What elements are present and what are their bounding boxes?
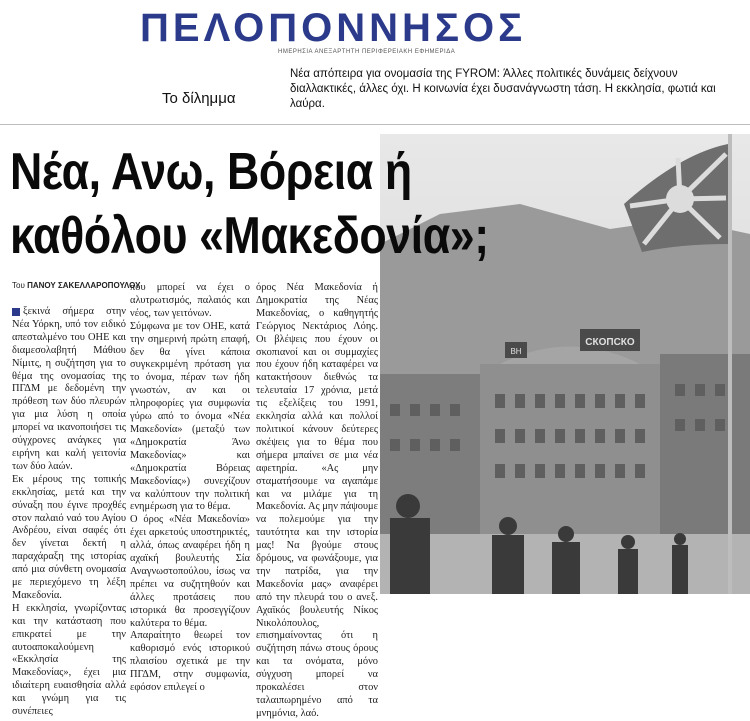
headline-line-1: Νέα, Ανω, Βόρεια ή (10, 143, 412, 201)
rooftop-sign-text: СКОПСКО (585, 337, 635, 348)
paragraph: Σύμφωνα με τον ΟΗΕ, κατά την σημερινή πρώτη επαφή, δεν θα γίνει κάποια συγκεκριμένη πρόταση για το όνομα, πέραν των ήδη γνωστών, αν και οι πληροφορίες για συμφωνία γύρω από το όνομα «Νέα Μακεδονία» (μεταξύ των «Δημοκρατία Άνω Μακεδονίας» και «Δημοκρατία Βόρειας Μακεδονίας») συνεχίζουν να καλύπτουν την πολιτική ενημέρωση για το θέμα. (130, 320, 250, 513)
kicker-row (0, 62, 750, 122)
building-center (480, 364, 660, 544)
headline (10, 140, 526, 268)
byline-author: ΠΑΝΟΥ ΣΑΚΕΛΛΑΡΟΠΟΥΛΟΥ (27, 281, 141, 290)
masthead-title: ΠΕΛΟΠΟΝΝΗΣΟΣ (140, 6, 527, 50)
article-column-2 (130, 282, 250, 695)
masthead (0, 0, 750, 58)
flagpole (728, 134, 732, 594)
deck: Νέα απόπειρα για ονομασία της FYROM: Άλλες πολιτικές δυνάμεις δείχνουν διαλλακτικές, άλλες όχι. Η κοινωνία έχει δυσανάγνωστη τάση. Η εκκλησία, φωτιά και λαύρα. (290, 68, 716, 110)
dropcap-marker (12, 308, 20, 316)
paragraph: Ο όρος «Νέα Μακεδονία» έχει αρκετούς υποστηρικτές, αλλά, όπως αναφέρει ήδη η αχαϊκή βουλευτής Σία Αναγνωστοπούλου, ίσως να πρέπει να συζητηθούν και άλλες προτάσεις που ιστορικά θα προσεγγίζουν καλύτερα το θέμα. (130, 514, 250, 629)
paragraph: ξεκινά σήμερα στην Νέα Υόρκη, υπό τον ειδικό απεσταλμένο του ΟΗΕ και διαμεσολαβητή Μάθιου Νίμιτς, η συζήτηση για το θέμα της ονομασίας της ΠΓΔΜ με δεδομένη την πρόθεση των δύο πλευρών για μια λύση η οποία μπορεί να ικανοποιήσει τις σύγχρονες ανάγκες για ειρήνη και καλή γειτονία των δύο λαών. (12, 306, 126, 472)
divider (0, 124, 750, 125)
paragraph: που μπορεί να έχει ο αλυτρωτισμός, παλαιός και νέος, των γειτόνων. (130, 282, 250, 319)
building-right (660, 354, 750, 544)
small-sign-text: ВН (510, 347, 522, 356)
paragraph: Εκ μέρους της τοπικής εκκλησίας, μετά και την σύναξη που έγινε προχθές στον παλαιό ναό του Αγίου Ανδρέου, είναι σαφές ότι δεν γίνεται δεκτή η παραχάραξη της ιστορίας από μια σύνθετη ονομασία με περιεχόμενο τη λέξη Μακεδονία. (12, 473, 126, 601)
paragraph: Η εκκλησία, γνωρίζοντας και την κατάσταση που επικρατεί με την αυτοαποκαλούμενη «Εκκλησία της Μακεδονίας», έχει μια ιδιαίτερη ευαισθησία αλλά και γνώμη για τις συνέπειες (12, 602, 126, 718)
article-column-3 (256, 282, 378, 721)
headline-line-2: καθόλου «Μακεδονία»; (10, 207, 489, 265)
byline (12, 281, 141, 290)
masthead-subtitle: ΗΜΕΡΗΣΙΑ ΑΝΕΞΑΡΤΗΤΗ ΠΕΡΙΦΕΡΕΙΑΚΗ ΕΦΗΜΕΡΙΔΑ (278, 49, 456, 55)
article-column-1 (12, 306, 126, 719)
byline-prefix: Του (12, 281, 25, 290)
paragraph: Απαραίτητο θεωρεί τον καθορισμό ενός ιστορικού πλαισίου σχετικά με την ΠΓΔΜ, στην συμφωνία, εφόσον επιλεγεί ο (130, 630, 250, 694)
kicker: Το δίλημμα (162, 90, 236, 107)
paragraph: όρος Νέα Μακεδονία ή Δημοκρατία της Νέας Μακεδονίας, ο καθηγητής Γεώργιος Νεκτάριος Λόης. Οι βλέψεις που έχουν οι σκοπιανοί και οι συμμαχίες που έχουν ήδη καταφέρει να κατακτήσουν διεθνώς τα τελευταία 17 χρόνια, μετά τις εξελίξεις του 1991, εκκλησία αλλά και πολλοί πολιτικοί κάνουν δεύτερες σκέψεις για το θέμα που σήμερα μπαίνει σε μια νέα αφετηρία. «Ας μην σταματήσουμε να αγαπάμε και να μιλάμε για τη Μακεδονία. Ας μην πάψουμε να πολεμούμε για την ταυτότητα και την ιστορία μας! Να βγούμε στους δρόμους, να φωνάξουμε, για την πατρίδα, για την Μακεδονία μας» αναφέρει από την πλευρά του ο ανεξ. Αχαϊκός βουλευτής Νίκος Νικολόπουλος, επισημαίνοντας ότι η συζήτηση πάνω στους όρους και τα ονόματα, μόνο σύγχυση μπορεί να προκαλέσει στον ταλαιπωρημένο από τα μνημόνια, λαό. (256, 282, 378, 719)
